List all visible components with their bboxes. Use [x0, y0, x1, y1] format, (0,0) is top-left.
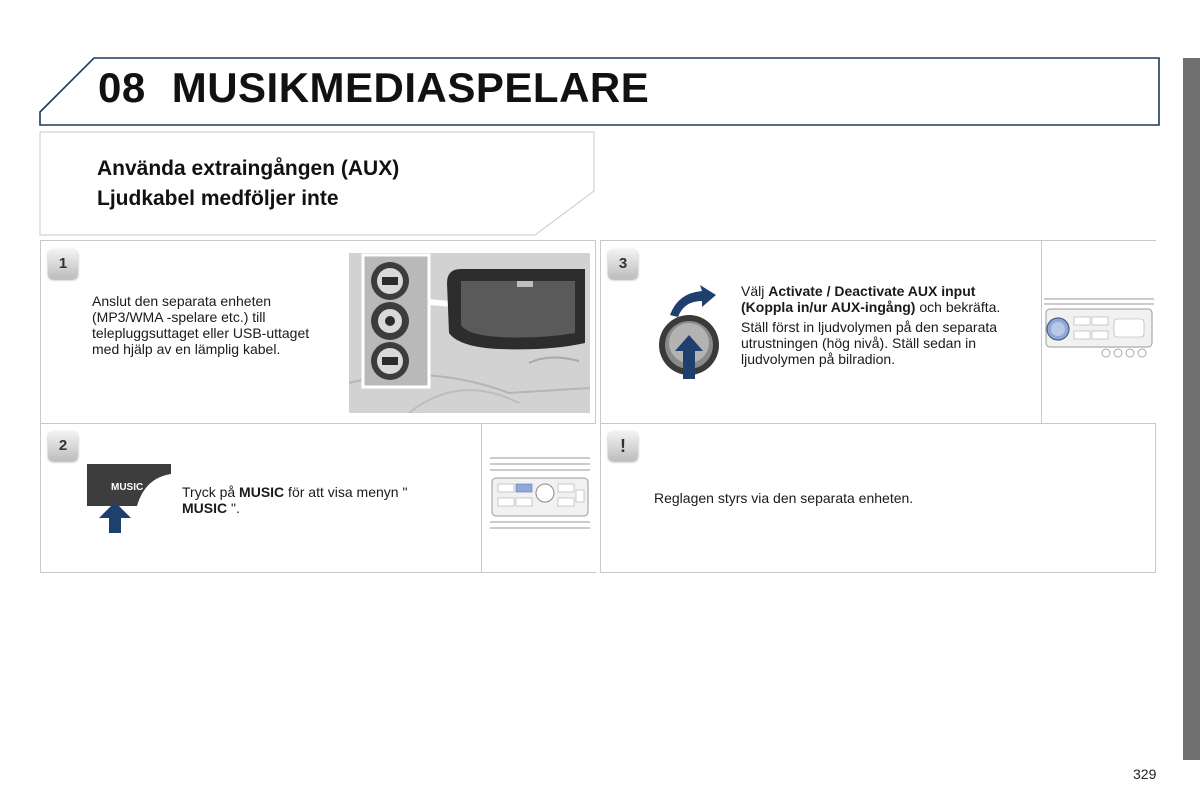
- step-3-text: [741, 283, 1026, 367]
- step-2-panel: [40, 423, 596, 573]
- step-1-badge: 1: [48, 249, 78, 279]
- warning-icon: !: [608, 431, 638, 461]
- music-button-icon: [85, 462, 175, 534]
- step-2-badge: 2: [48, 431, 78, 461]
- step-2-image-box: [481, 424, 596, 572]
- step-3-image-box: [1041, 241, 1156, 423]
- aux-socket-illustration: [349, 253, 590, 413]
- chapter-name: MUSIKMEDIASPELARE: [171, 64, 650, 111]
- step-1-panel: [40, 240, 596, 424]
- step-3-instruction: Välj Activate / Deactivate AUX input (Koppla in/ur AUX-ingång) och bekräfta.: [741, 283, 1001, 315]
- section-title-line-1: Använda extraingången (AUX): [97, 157, 400, 180]
- warning-panel: [600, 423, 1156, 573]
- radio-knob-illustration: [1044, 295, 1154, 365]
- chapter-number: 08: [98, 64, 146, 111]
- page-number: 329: [1133, 766, 1157, 782]
- chapter-tab-strip: [1183, 58, 1200, 760]
- section-title: [97, 154, 399, 214]
- music-button-label: MUSIC: [111, 482, 144, 493]
- step-3-volume-note: Ställ först in ljudvolymen på den separata utrustningen (hög nivå). Ställ sedan in ljudvolymen på bilradion.: [741, 319, 998, 367]
- warning-text: Reglagen styrs via den separata enheten.: [654, 490, 914, 506]
- section-title-line-2: Ljudkabel medföljer inte: [97, 187, 339, 210]
- step-1-text: Anslut den separata enheten (MP3/WMA -spelare etc.) till telepluggsuttaget eller USB-uttaget med hjälp av en lämplig kabel.: [92, 293, 310, 357]
- chapter-title: [98, 64, 649, 112]
- step-3-badge: 3: [608, 249, 638, 279]
- step-3-panel: [600, 240, 1156, 424]
- rotary-knob-icon: [656, 281, 726, 381]
- radio-panel-illustration: [490, 454, 590, 536]
- step-2-text: Tryck på MUSIC för att visa menyn " MUSIC ".: [182, 484, 408, 516]
